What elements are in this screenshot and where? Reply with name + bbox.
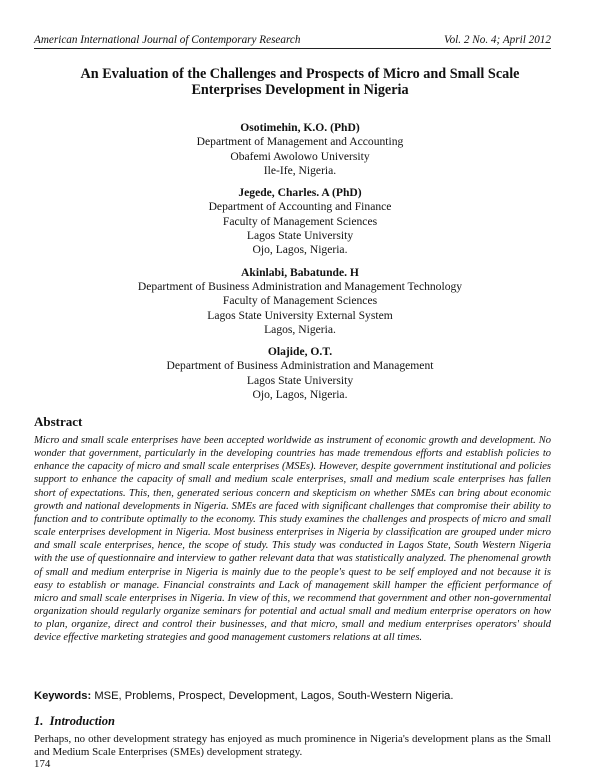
affiliation-line: Lagos State University [246, 373, 354, 387]
keywords-text: MSE, Problems, Prospect, Development, Lagos, South-Western Nigeria. [94, 690, 454, 702]
affiliation-line: Department of Management and Accounting [196, 135, 404, 149]
author-name: Jegede, Charles. A (PhD) [238, 186, 362, 200]
title-line-2: Enterprises Development in Nigeria [191, 82, 409, 98]
intro-paragraph: Perhaps, no other development strategy has enjoyed as much prominence in Nigeria's development plans as the Small and Medium Scale Enterprises (SMEs) development strategy. [34, 733, 551, 759]
author-block [0, 266, 600, 337]
author-name: Olajide, O.T. [267, 345, 333, 359]
affiliation-line: Faculty of Management Sciences [222, 294, 378, 308]
keywords-label: Keywords: [34, 690, 92, 702]
author-block [0, 121, 600, 178]
section-heading [34, 714, 115, 729]
affiliation-line: Department of Accounting and Finance [208, 200, 392, 214]
affiliation-line: Lagos State University External System [207, 308, 393, 322]
author-block [0, 186, 600, 257]
abstract-heading: Abstract [34, 414, 83, 429]
author-name: Osotimehin, K.O. (PhD) [240, 121, 360, 134]
abstract-body: Micro and small scale enterprises have been accepted worldwide as instrument of economic growth and development. No wonder that government, particularly in the developing countries has made tremendous efforts and establish policies to enhance the capacity of micro and small scale enterprises (MSEs). However, despite government institutional and policies support to enhance the capacity of small and medium scale enterprises, small and medium scale enterprises has fallen short of expectations. This, then, generated serious concern and skepticism on whether SMEs can bring about economic growth and national developments in Nigeria. SMEs are faced with significant challenges that compromise their ability to function and to contribute optimally to the economy. This study examines the challenges and prospects of micro and small scale enterprises development in Nigeria. Most business enterprises in Nigeria by classification are grouped under micro and small scale enterprises, hence, the scope of study. This study was conducted in Lagos State, South Western Nigeria with the use of questionnaire and interview to gather relevant data that was statistically analyzed. The phenomenal growth of small and medium enterprise in Nigeria is mainly due to the people's quest to be self employed and not because it is easy to establish or manage. Financial constraints and Lack of management skill hamper the efficient performance of micro and small scale enterprises in Nigeria. In view of this, we recommend that government and other non-governmental organization should regularly organize seminars for potential and actual small and medium enterprise operators on how to plan, organize, direct and control their businesses, and that micro, small and medium enterprises operators' should device effective marketing strategies and good management customers relations at all times. [34, 435, 551, 644]
affiliation-line: Department of Business Administration and Management Technology [137, 279, 463, 293]
affiliation-line: Faculty of Management Sciences [222, 214, 378, 228]
page-number: 174 [34, 758, 51, 770]
affiliation-line: Ojo, Lagos, Nigeria. [252, 388, 348, 402]
affiliation-line: Obafemi Awolowo University [230, 149, 370, 163]
affiliation-line: Ile-Ife, Nigeria. [263, 163, 337, 177]
affiliation-line: Ojo, Lagos, Nigeria. [252, 243, 348, 257]
author-name: Akinlabi, Babatunde. H [241, 265, 359, 279]
journal-name: American International Journal of Contemporary Research [34, 34, 301, 46]
keywords [34, 690, 554, 702]
affiliation-line: Lagos State University [246, 229, 354, 243]
issue-info: Vol. 2 No. 4; April 2012 [443, 34, 551, 46]
header-rule [34, 48, 551, 49]
paper-title [40, 66, 560, 98]
affiliation-line: Lagos, Nigeria. [264, 322, 336, 336]
title-line-1: An Evaluation of the Challenges and Prospects of Micro and Small Scale [80, 66, 520, 82]
section-title: Introduction [49, 714, 115, 728]
author-list [0, 121, 600, 410]
section-number: 1. [34, 714, 44, 728]
affiliation-line: Department of Business Administration and Management [166, 359, 434, 373]
author-block [0, 345, 600, 402]
